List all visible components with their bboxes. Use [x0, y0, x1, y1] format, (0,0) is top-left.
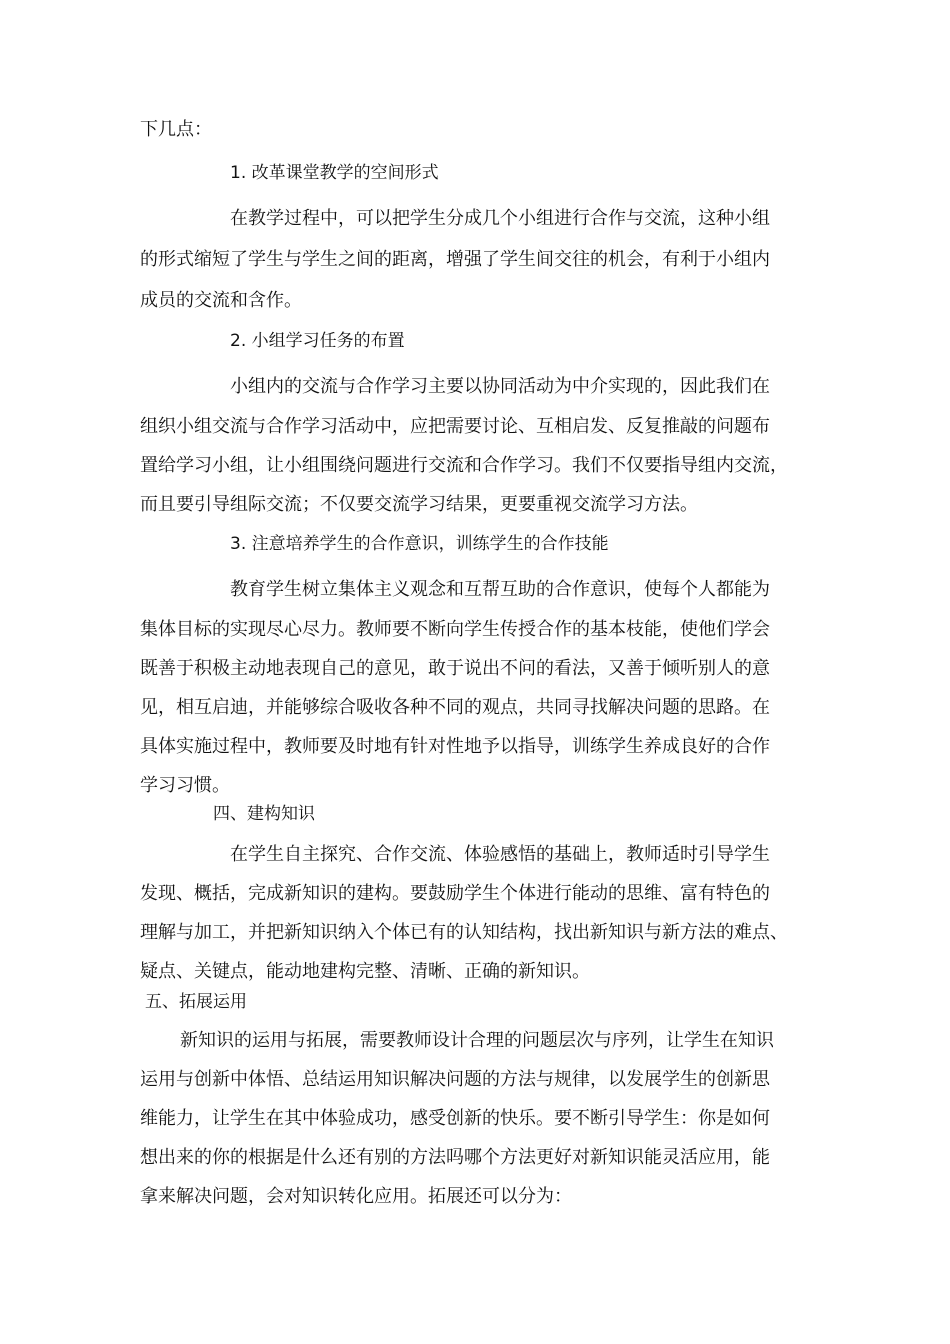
section-5-line-1: 新知识的运用与拓展，需要教师设计合理的问题层次与序列，让学生在知识 — [180, 1030, 774, 1051]
section-3-line-5: 具体实施过程中，教师要及时地有针对性地予以指导，训练学生养成良好的合作 — [140, 736, 770, 757]
section-1-line-1: 在教学过程中，可以把学生分成几个小组进行合作与交流，这种小组 — [230, 208, 770, 229]
section-5-line-4: 想出来的你的根据是什么还有别的方法吗哪个方法更好对新知识能灵活应用，能 — [140, 1147, 770, 1168]
section-3-line-3: 既善于积极主动地表现自己的意见，敢于说出不问的看法，又善于倾听别人的意 — [140, 658, 770, 679]
section-1-heading: 1. 改革课堂教学的空间形式 — [230, 163, 439, 183]
section-3-line-1: 教育学生树立集体主义观念和互帮互助的合作意识，使每个人都能为 — [230, 579, 770, 600]
section-4-heading: 四、建构知识 — [213, 804, 315, 824]
section-2-line-2: 组织小组交流与合作学习活动中，应把需要讨论、互相启发、反复推敲的问题布 — [140, 416, 770, 437]
section-2-line-1: 小组内的交流与合作学习主要以协同活动为中介实现的，因此我们在 — [230, 376, 770, 397]
section-5-line-2: 运用与创新中体悟、总结运用知识解决问题的方法与规律，以发展学生的创新思 — [140, 1069, 770, 1090]
intro-line: 下几点： — [140, 119, 212, 140]
section-5-heading: 五、拓展运用 — [145, 992, 247, 1012]
section-3-line-2: 集体目标的实现尽心尽力。教师要不断向学生传授合作的基本枝能，使他们学会 — [140, 619, 770, 640]
section-4-line-4: 疑点、关键点，能动地建构完整、清晰、正确的新知识。 — [140, 961, 590, 982]
section-2-heading: 2. 小组学习任务的布置 — [230, 331, 405, 351]
section-3-line-6: 学习习惯。 — [140, 775, 230, 796]
section-2-line-3: 置给学习小组，让小组围绕问题进行交流和合作学习。我们不仅要指导组内交流， — [140, 455, 788, 476]
section-4-line-1: 在学生自主探究、合作交流、体验感悟的基础上，教师适时引导学生 — [230, 844, 770, 865]
section-3-line-4: 见，相互启迪，并能够综合吸收各种不同的观点，共同寻找解决问题的思路。在 — [140, 697, 770, 718]
section-1-line-3: 成员的交流和含作。 — [140, 290, 302, 311]
section-5-line-3: 维能力，让学生在其中体验成功，感受创新的快乐。要不断引导学生：你是如何 — [140, 1108, 770, 1129]
section-5-line-5: 拿来解决问题，会对知识转化应用。拓展还可以分为： — [140, 1186, 572, 1207]
section-2-line-4: 而且要引导组际交流；不仅要交流学习结果，更要重视交流学习方法。 — [140, 494, 698, 515]
section-4-line-2: 发现、概括，完成新知识的建构。要鼓励学生个体进行能动的思维、富有特色的 — [140, 883, 770, 904]
section-3-heading: 3. 注意培养学生的合作意识，训练学生的合作技能 — [230, 534, 609, 554]
section-1-line-2: 的形式缩短了学生与学生之间的距离，增强了学生间交往的机会，有利于小组内 — [140, 249, 770, 270]
section-4-line-3: 理解与加工，并把新知识纳入个体已有的认知结构，找出新知识与新方法的难点、 — [140, 922, 788, 943]
